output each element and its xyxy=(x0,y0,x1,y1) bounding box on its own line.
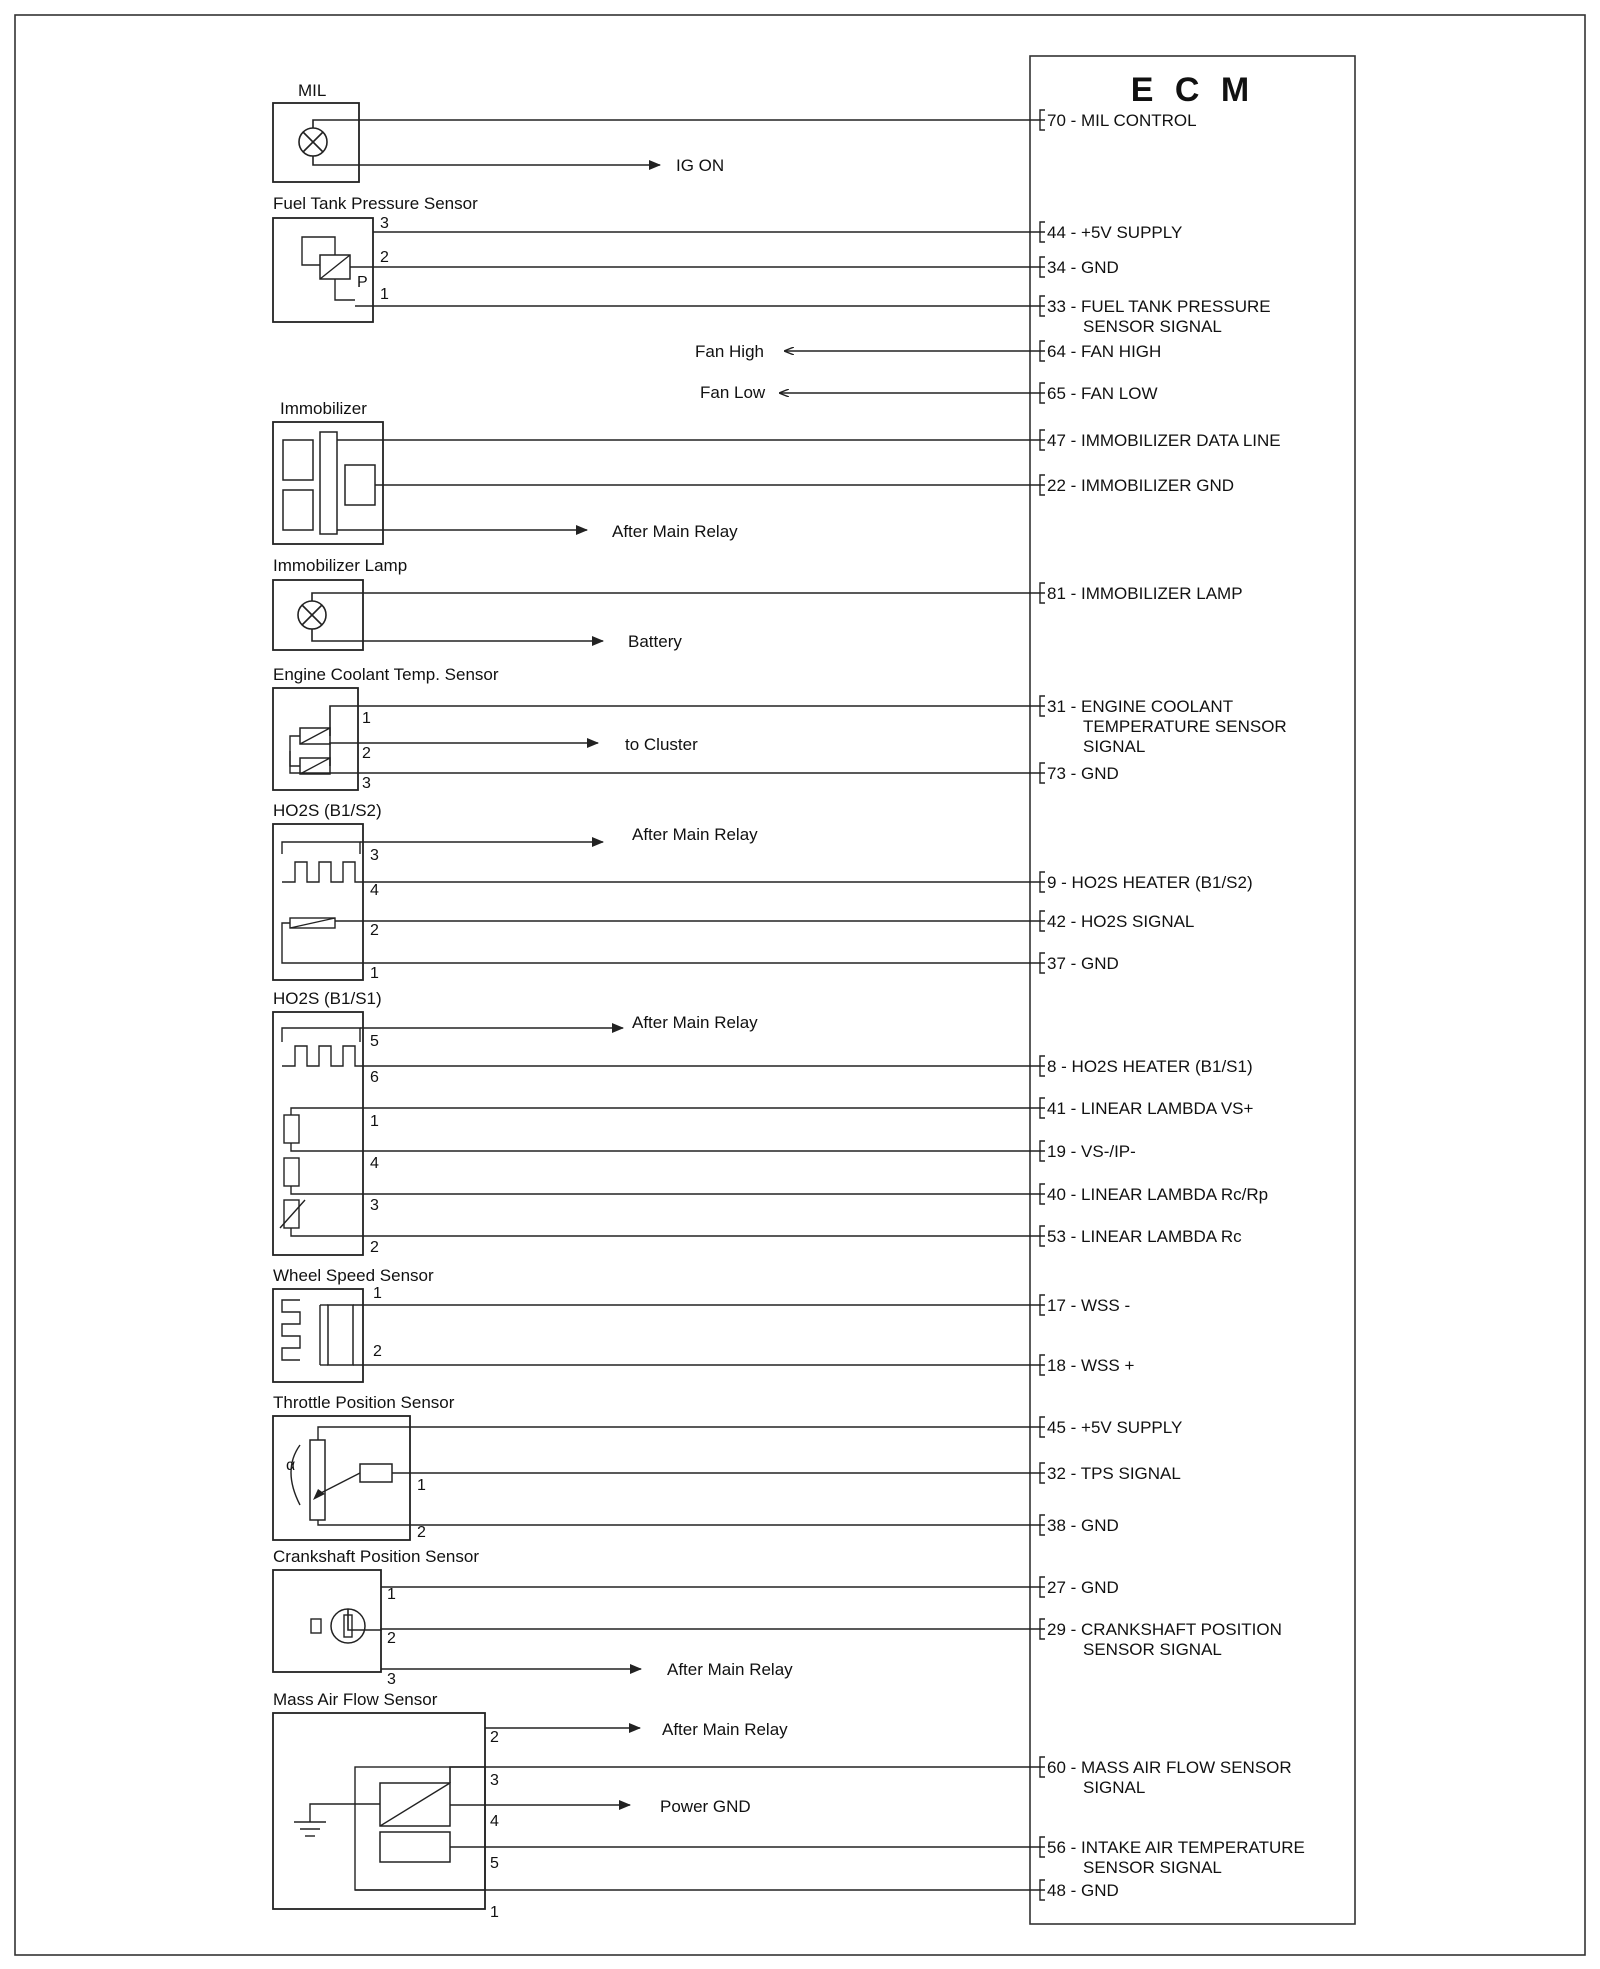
maf-terminal: 4 xyxy=(490,1813,499,1830)
tps-terminal: 1 xyxy=(417,1477,426,1494)
ecm-pin-label: 34 - GND xyxy=(1047,258,1119,277)
maf-terminal: 2 xyxy=(490,1729,499,1746)
ho2s-s1-terminal: 5 xyxy=(370,1033,379,1050)
dest-immo-relay: After Main Relay xyxy=(612,522,738,541)
ecm-pin xyxy=(1040,1056,1253,1076)
ecm-pin-label: 60 - MASS AIR FLOW SENSOR SIGNAL xyxy=(1047,1758,1292,1797)
ecm-pin-label: 38 - GND xyxy=(1047,1516,1119,1535)
ecm-pin xyxy=(1040,1141,1136,1161)
ecm-pin-label: 65 - FAN LOW xyxy=(1047,384,1158,403)
ho2s-s1-label: HO2S (B1/S1) xyxy=(273,989,382,1008)
ho2s-s2-terminal: 2 xyxy=(370,922,379,939)
ecm-pin xyxy=(1040,763,1119,783)
ckp-terminal: 1 xyxy=(387,1586,396,1603)
ecm-pin xyxy=(1040,1880,1119,1900)
ftps-terminal: 2 xyxy=(380,249,389,266)
ecm-pin xyxy=(1040,110,1197,130)
ho2s-s2-terminal: 1 xyxy=(370,965,379,982)
tps-terminal: 2 xyxy=(417,1524,426,1541)
maf-terminal: 3 xyxy=(490,1772,499,1789)
ecm-pin xyxy=(1040,1226,1242,1246)
tps-label: Throttle Position Sensor xyxy=(273,1393,455,1412)
ftps-terminal: 1 xyxy=(380,286,389,303)
ects-terminal: 2 xyxy=(362,745,371,762)
ckp-label: Crankshaft Position Sensor xyxy=(273,1547,479,1566)
ecm-pin-label: 33 - FUEL TANK PRESSURE SENSOR SIGNAL xyxy=(1047,297,1271,336)
tps-alpha-label: α xyxy=(286,1457,296,1474)
ecm-pin-label: 44 - +5V SUPPLY xyxy=(1047,223,1183,242)
ho2s-s1-terminal: 6 xyxy=(370,1069,379,1086)
ecm-pin-label: 53 - LINEAR LAMBDA Rc xyxy=(1047,1227,1242,1246)
ecm-pin xyxy=(1040,1355,1134,1375)
crankshaft-position-sensor xyxy=(273,1547,1045,1688)
maf-terminal: 1 xyxy=(490,1904,499,1921)
dest-ckp-relay: After Main Relay xyxy=(667,1660,793,1679)
ecm-pin xyxy=(1040,383,1158,403)
ecm-pin xyxy=(1040,430,1281,450)
dest-cluster: to Cluster xyxy=(625,735,698,754)
ecm-pin-label: 48 - GND xyxy=(1047,1881,1119,1900)
ecm-pin-label: 31 - ENGINE COOLANT TEMPERATURE SENSOR SIGNAL xyxy=(1047,697,1287,756)
ftps-label: Fuel Tank Pressure Sensor xyxy=(273,194,478,213)
wheel-speed-sensor xyxy=(273,1266,1045,1382)
dest-battery: Battery xyxy=(628,632,682,651)
ecm-pin-label: 64 - FAN HIGH xyxy=(1047,342,1162,361)
ecm-pin-label: 19 - VS-/IP- xyxy=(1047,1142,1136,1161)
ho2s-s2-label: HO2S (B1/S2) xyxy=(273,801,382,820)
ecm-pin xyxy=(1040,1295,1130,1315)
ecm-pin xyxy=(1040,257,1119,277)
fan-outputs xyxy=(695,342,1045,402)
ecm-pin xyxy=(1040,475,1234,495)
ects-terminal: 3 xyxy=(362,775,371,792)
ckp-terminal: 3 xyxy=(387,1671,396,1688)
dest-power-gnd: Power GND xyxy=(660,1797,751,1816)
ecm-pin-label: 42 - HO2S SIGNAL xyxy=(1047,912,1195,931)
immobilizer-lamp-label: Immobilizer Lamp xyxy=(273,556,408,575)
ects-terminal: 1 xyxy=(362,710,371,727)
ecm-pin-label: 40 - LINEAR LAMBDA Rc/Rp xyxy=(1047,1185,1269,1204)
ecm-pin-label: 32 - TPS SIGNAL xyxy=(1047,1464,1181,1483)
ecm-pin-label: 47 - IMMOBILIZER DATA LINE xyxy=(1047,431,1281,450)
ecm-pin xyxy=(1040,583,1243,603)
ho2s-s2-terminal: 3 xyxy=(370,847,379,864)
ecm-pin xyxy=(1040,341,1161,361)
ecm-pin xyxy=(1040,1515,1119,1535)
mil-label: MIL xyxy=(298,81,327,100)
ecm-pin-label: 81 - IMMOBILIZER LAMP xyxy=(1047,584,1243,603)
wss-terminal: 2 xyxy=(373,1343,382,1360)
dest-fan-high: Fan High xyxy=(695,342,764,361)
ecm-pin-label: 37 - GND xyxy=(1047,954,1119,973)
immobilizer-component xyxy=(273,399,1045,544)
ecm-pin xyxy=(1040,1417,1182,1437)
ecm-pin-label: 18 - WSS + xyxy=(1047,1356,1135,1375)
ecm-pin-label: 41 - LINEAR LAMBDA VS+ xyxy=(1047,1099,1254,1118)
ho2s-b1-s2 xyxy=(273,801,1045,982)
maf-label: Mass Air Flow Sensor xyxy=(273,1690,438,1709)
dest-fan-low: Fan Low xyxy=(700,383,766,402)
ftps-terminal: 3 xyxy=(380,215,389,232)
ecm-pin xyxy=(1040,1577,1119,1597)
ecm-pin-label: 17 - WSS - xyxy=(1047,1296,1131,1315)
dest-ig-on: IG ON xyxy=(676,156,725,175)
dest-s1-relay: After Main Relay xyxy=(632,1013,758,1032)
engine-coolant-temp-sensor xyxy=(273,665,1045,792)
ecm-pin-label: 73 - GND xyxy=(1047,764,1119,783)
maf-terminal: 5 xyxy=(490,1855,499,1872)
ho2s-s2-terminal: 4 xyxy=(370,882,379,899)
ecm-pin xyxy=(1040,953,1119,973)
wss-label: Wheel Speed Sensor xyxy=(273,1266,434,1285)
ho2s-b1-s1 xyxy=(273,989,1045,1256)
ecm-pin-label: 45 - +5V SUPPLY xyxy=(1047,1418,1183,1437)
ecm-pin-label: 9 - HO2S HEATER (B1/S2) xyxy=(1047,873,1253,892)
ecm-pin xyxy=(1040,1098,1254,1118)
ecm-pin-label: 29 - CRANKSHAFT POSITION SENSOR SIGNAL xyxy=(1047,1620,1282,1659)
ecm-pin xyxy=(1040,1463,1181,1483)
immobilizer-label: Immobilizer xyxy=(280,399,367,418)
ecm-pin-label: 22 - IMMOBILIZER GND xyxy=(1047,476,1235,495)
ecm-pin xyxy=(1040,872,1253,892)
ecm-pin-label: 8 - HO2S HEATER (B1/S1) xyxy=(1047,1057,1253,1076)
dest-s2-relay: After Main Relay xyxy=(632,825,758,844)
ecm-pin xyxy=(1040,911,1194,931)
ecm-pin-label: 70 - MIL CONTROL xyxy=(1047,111,1197,130)
mil-component xyxy=(273,81,1045,182)
ecm-pin xyxy=(1040,222,1182,242)
ecm-pin xyxy=(1040,1184,1268,1204)
ho2s-s1-terminal: 4 xyxy=(370,1155,379,1172)
ecm-title: E C M xyxy=(1130,71,1256,109)
immobilizer-lamp-component xyxy=(273,556,1045,651)
ho2s-s1-terminal: 1 xyxy=(370,1113,379,1130)
fuel-tank-pressure-sensor xyxy=(273,194,1045,322)
ecm-pin-label: 27 - GND xyxy=(1047,1578,1119,1597)
throttle-position-sensor xyxy=(273,1393,1045,1541)
mass-air-flow-sensor xyxy=(273,1690,1045,1921)
ho2s-s1-terminal: 3 xyxy=(370,1197,379,1214)
wss-terminal: 1 xyxy=(373,1285,382,1302)
ho2s-s1-terminal: 2 xyxy=(370,1239,379,1256)
ftps-p-label: P xyxy=(357,274,368,291)
ects-label: Engine Coolant Temp. Sensor xyxy=(273,665,499,684)
ecm-pin-label: 56 - INTAKE AIR TEMPERATURE SENSOR SIGNAL xyxy=(1047,1838,1305,1877)
dest-maf-relay: After Main Relay xyxy=(662,1720,788,1739)
ckp-terminal: 2 xyxy=(387,1630,396,1647)
